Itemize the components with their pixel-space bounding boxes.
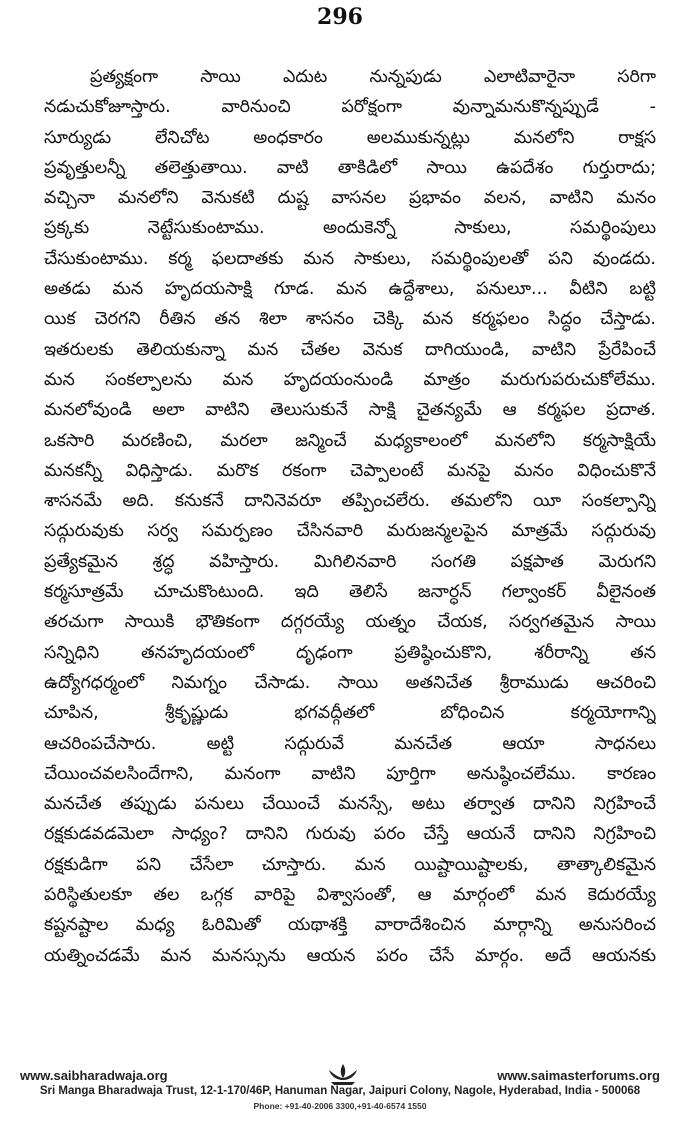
text-line: చూపిన, శ్రీకృష్ణుడు భగవద్గీతలో బోధించిన కర్మయోగాన్ని: [44, 703, 656, 724]
text-line: చేసుకుంటాము. కర్మ ఫలదాతకు మన సాకులు, సమర్థింపులతో పని వుండదు.: [44, 248, 656, 269]
text-line: తరచుగా సాయికి భౌతికంగా దగ్గరయ్యే యత్నం చేయక, సర్వగతమైన సాయి: [44, 612, 656, 633]
lotus-emblem-icon: [325, 1062, 361, 1086]
text-line: రక్షకుడవడమెలా సాధ్యం? దానిని గురువు పరం చేస్తే ఆయనే దానిని నిగ్రహించి: [44, 824, 656, 845]
page-number: 296: [317, 4, 363, 30]
text-line: అతడు మన హృదయసాక్షి గూడ. మన ఉద్దేశాలు, పనులూ... వీటిని బట్టి: [44, 279, 656, 300]
text-line: ఒకసారి మరణించి, మరలా జన్మించే మధ్యకాలంలో మనలోని కర్మసాక్షియే: [44, 430, 656, 451]
text-line: పరిస్థితులకూ తల ఒగ్గక వారిపై విశ్వాసంతో, ఆ మార్గంలో మన కెదురయ్యే: [44, 885, 656, 906]
text-line: సూర్యుడు లేనిచోట అంధకారం అలముకున్నట్లు మనలోని రాక్షస: [44, 127, 656, 148]
footer-trust-address: Sri Manga Bharadwaja Trust, 12-1-170/46P, Hanuman Nagar, Jaipuri Colony, Nagole, Hyderabad, India - 500068: [39, 1085, 641, 1097]
text-line: సద్గురువుకు సర్వ సమర్పణం చేసినవారి మరుజన్మలపైన మాత్రమే సద్గురువు: [44, 521, 656, 542]
text-line: రక్షకుడిగా పని చేసేలా చూస్తారు. మన యిష్టాయిష్టాలకు, తాత్కాలికమైన: [44, 854, 656, 875]
text-line: ఉద్యోగధర్మంలో నిమగ్నం చేసాడు. సాయి అతనిచేత శ్రీరాముడు ఆచరించి: [44, 672, 656, 693]
text-line: ప్రత్యక్షంగా సాయి ఎదుట నున్నపుడు ఎలాటివారైనా సరిగా: [90, 67, 656, 87]
text-line: నడుచుకోజూస్తారు. వారినుంచి పరోక్షంగా వున్నామనుకొన్నప్పుడే -: [44, 97, 656, 118]
text-line: ప్రక్కకు నెట్టేసుకుంటాము. అందుకెన్నో సాకులు, సమర్థింపులు: [44, 218, 656, 239]
text-line: కర్మసూత్రమే చూచుకొంటుంది. ఇది తెలిసే జనార్ధన్ గల్వాంకర్ వీలైనంత: [44, 582, 656, 603]
footer-phone: Phone: +91-40-2006 3300,+91-40-6574 1550: [253, 1101, 427, 1111]
text-line: ప్రత్యేకమైన శ్రద్ధ వహిస్తారు. మిగిలినవారి సంగతి పక్షపాత మెరుగని: [44, 551, 656, 572]
text-line: శాసనమే అది. కనుకనే దానినెవరూ తప్పించలేరు. తమలోని యీ సంకల్పాన్ని: [44, 491, 656, 512]
text-line: కష్టనష్టాల మధ్య ఓరిమితో యథాశక్తి వారాదేశించిన మార్గాన్ని అనుసరించ: [44, 915, 656, 936]
text-line: యిక చెరగని రీతిన తన శిలా శాసనం చెక్కి మన కర్మఫలం సిద్ధం చేస్తాడు.: [44, 309, 656, 330]
footer-link-saimasterforums[interactable]: www.saimasterforums.org: [497, 1068, 660, 1083]
text-line: మనకన్నీ విధిస్తాడు. మరొక రకంగా చెప్పాలంటే మనపై మనం విధించుకొనే: [44, 460, 656, 481]
text-line: ప్రవృత్తులన్నీ తలెత్తుతాయి. వాటి తాకిడిలో సాయి ఉపదేశం గుర్తురాదు;: [44, 157, 656, 178]
text-line: మన సంకల్పాలను మన హృదయంనుండి మాత్రం మరుగుపరుచుకోలేము.: [44, 369, 656, 390]
text-line: వచ్చినా మనలోని వెనుకటి దుష్ట వాసనల ప్రభావం వలన, వాటిని మనం: [44, 188, 656, 209]
text-line: చేయించవలసిందేగాని, మనంగా వాటిని పూర్తిగా అనుష్ఠించలేము. కారణం: [44, 763, 656, 784]
text-line: సన్నిధిని తనహృదయంలో దృఢంగా ప్రతిష్ఠించుకొని, శరీరాన్ని తన: [44, 642, 656, 663]
body-paragraph: [44, 62, 656, 971]
text-line: మనచేత తప్పుడు పనులు చేయించే మనస్సే, అటు తర్వాత దానిని నిగ్రహించే: [44, 794, 656, 815]
footer-link-saibharadwaja[interactable]: www.saibharadwaja.org: [20, 1068, 168, 1083]
text-line: మనలోవుండి అలా వాటిని తెలుసుకునే సాక్షి చైతన్యమే ఆ కర్మఫల ప్రదాత.: [44, 400, 656, 421]
text-line: ఇతరులకు తెలియకున్నా మన చేతల వెనుక దాగియుండి, వాటిని ప్రేరేపించే: [44, 339, 656, 360]
text-line: ఆచరింపచేసారు. అట్టి సద్గురువే మనచేత ఆయా సాధనలు: [44, 733, 656, 754]
page-footer: [20, 1066, 660, 1116]
text-line: యత్నించడమే మన మనస్సును ఆయన పరం చేసే మార్గం. అదే ఆయనకు: [44, 945, 656, 966]
